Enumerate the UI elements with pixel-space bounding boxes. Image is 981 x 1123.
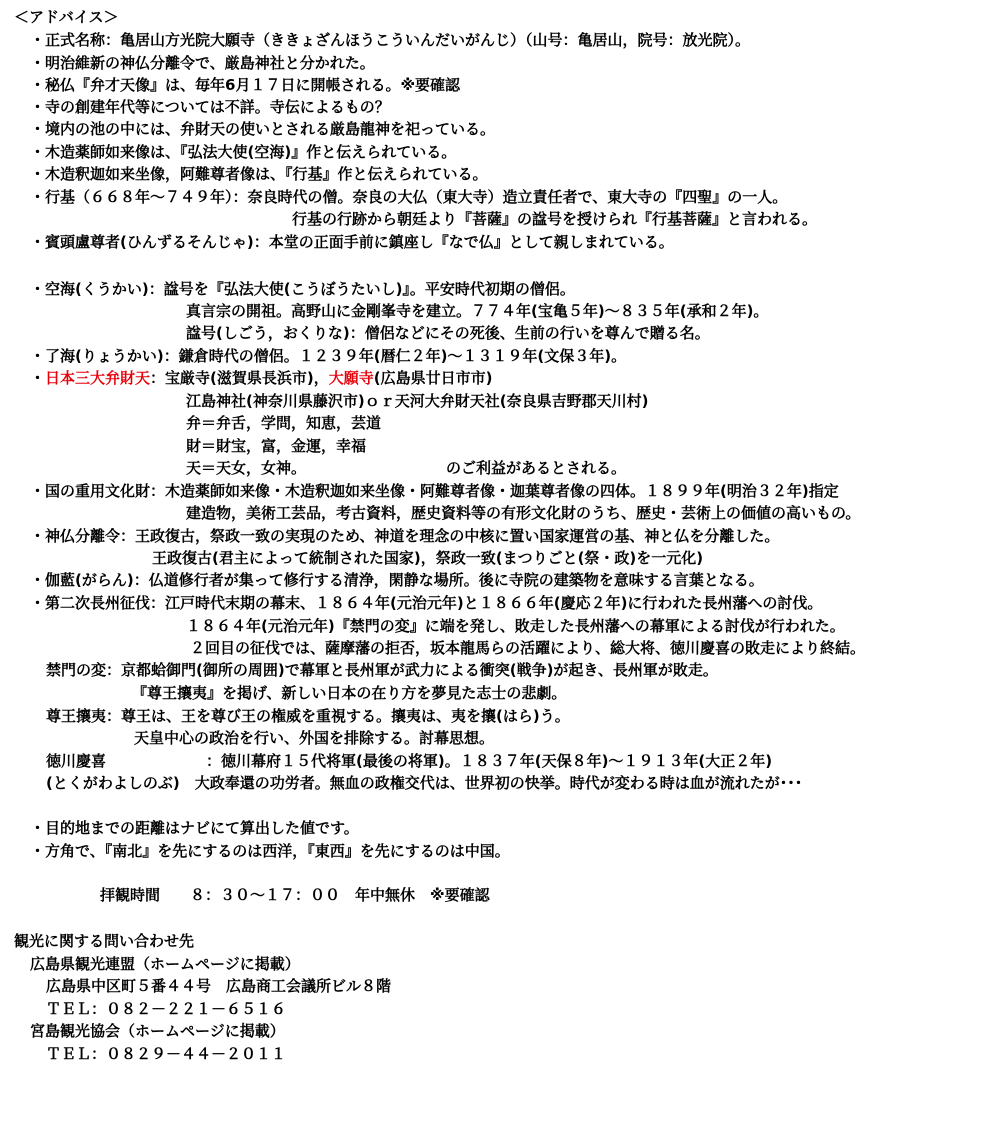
advice-choshu-cont-2: ２回目の征伐では、薩摩藩の拒否，坂本龍馬らの活躍により、総大将、徳川慶喜の敗走により終結。 bbox=[190, 639, 866, 657]
advice-ryokai: ・了海(りょうかい)：鎌倉時代の僧侶。１２３９年(暦仁２年)～１３１９年(文保３年)。 bbox=[30, 347, 627, 365]
advice-sandai-benzaiten bbox=[30, 367, 492, 389]
advice-ten: 天＝天女，女神。 bbox=[186, 459, 307, 477]
advice-kinmon: 禁門の変：京都蛤御門(御所の周囲)で幕軍と長州軍が武力による衝突(戦争)が起き、長州軍が敗走。 bbox=[46, 661, 718, 679]
advice-yoshinobu-label: 徳川慶喜 bbox=[46, 752, 107, 770]
sandai-bullet: ・ bbox=[30, 369, 46, 387]
advice-official-name: ・正式名称：亀居山方光院大願寺（ききょざんほうこういんだいがんじ）（山号：亀居山，院号：放光院）。 bbox=[30, 31, 751, 49]
advice-shinbutsu-cont: 王政復古(君主によって統制された国家)，祭政一致(まつりごと(祭・政)を一元化) bbox=[152, 549, 704, 567]
advice-sonno-cont: 天皇中心の政治を行い、外国を排除する。討幕思想。 bbox=[134, 729, 495, 747]
advice-benefits: のご利益があるとされる。 bbox=[446, 459, 627, 477]
contact-org1-address: 広島県中区町５番４４号 広島商工会議所ビル８階 bbox=[46, 977, 392, 995]
advice-separation: ・明治維新の神仏分離令で、厳島神社と分かれた。 bbox=[30, 54, 375, 72]
advice-shaka: ・木造釈迦如来坐像，阿難尊者像は、『行基』作と伝えられている。 bbox=[30, 165, 488, 183]
advice-zai: 財＝財宝，富，金運，幸福 bbox=[186, 437, 367, 455]
advice-pond: ・境内の池の中には、弁財天の使いとされる厳島龍神を祀っている。 bbox=[30, 120, 496, 138]
advice-yakushi: ・木造薬師如来像は、『弘法大使(空海)』作と伝えられている。 bbox=[30, 143, 457, 161]
advice-kukai-cont-1: 真言宗の開祖。高野山に金剛峯寺を建立。７７４年(宝亀５年)～８３５年(承和２年)。 bbox=[186, 302, 769, 320]
advice-distance: ・目的地までの距離はナビにて算出した値です。 bbox=[30, 819, 359, 837]
advice-garan: ・伽藍(がらん)：仏道修行者が集って修行する清浄，閑静な場所。後に寺院の建築物を意味する言葉となる。 bbox=[30, 571, 764, 589]
advice-benzaiten: ・秘仏『弁才天像』は、毎年6月１７日に開帳される。※要確認 bbox=[30, 76, 461, 94]
advice-sonno: 尊王攘夷：尊王は、王を尊び王の権威を重視する。攘夷は、夷を攘(はら)う。 bbox=[46, 707, 570, 725]
advice-kinmon-cont: 『尊王攘夷』を掲げ、新しい日本の在り方を夢見た志士の悲劇。 bbox=[132, 684, 567, 702]
advice-bunkazai: ・国の重用文化財：木造薬師如来像・木造釈迦如来坐像・阿難尊者像・迦葉尊者像の四体。１８９９年(明治３２年)指定 bbox=[30, 482, 839, 500]
advice-shinbutsu: ・神仏分離令：王政復古，祭政一致の実現のため、神道を理念の中核に置い国家運営の基、神と仏を分離した。 bbox=[30, 527, 780, 545]
advice-founding: ・寺の創建年代等については不詳。寺伝によるもの？ bbox=[30, 98, 390, 116]
advice-gyoki-cont: 行基の行跡から朝廷より『菩薩』の諡号を授けられ『行基菩薩』と言われる。 bbox=[292, 210, 818, 228]
contact-org1-name: 広島県観光連盟（ホームページに掲載） bbox=[30, 955, 300, 973]
advice-kukai-cont-2: 諡号(しごう，おくりな)：僧侶などにその死後、生前の行いを尊んで贈る名。 bbox=[186, 324, 710, 342]
advice-sandai-cont: 江島神社(神奈川県藤沢市)ｏｒ天河大弁財天社(奈良県吉野郡天川村) bbox=[186, 392, 649, 410]
contact-org2-tel: ＴＥＬ：０８２９－４４－２０１１ bbox=[46, 1045, 287, 1063]
advice-ben: 弁＝弁舌，学問，知恵，芸道 bbox=[186, 414, 382, 432]
sandai-daiganji: 大願寺 bbox=[328, 369, 374, 387]
visiting-hours: 拝観時間 ８：３０～１７：００ 年中無休 ※要確認 bbox=[100, 886, 490, 904]
contact-org1-tel: ＴＥＬ：０８２－２２１－６５１６ bbox=[46, 1000, 287, 1018]
advice-yoshinobu-cont: (とくがわよしのぶ) 大政奉還の功労者。無血の政権交代は、世界初の快挙。時代が変わる時は血が流れたが･･･ bbox=[46, 774, 803, 792]
advice-bunkazai-cont: 建造物，美術工芸品，考古資料，歴史資料等の有形文化財のうち、歴史・芸術上の価値の高いもの。 bbox=[186, 504, 861, 522]
contact-heading: 観光に関する問い合わせ先 bbox=[14, 932, 195, 950]
sandai-label: 日本三大弁財天 bbox=[45, 369, 151, 387]
advice-direction: ・方角で、『南北』を先にするのは西洋，『東西』を先にするのは中国。 bbox=[30, 842, 510, 860]
sandai-text-a: ：宝厳寺(滋賀県長浜市)， bbox=[150, 369, 329, 387]
advice-choshu: ・第二次長州征伐：江戸時代末期の幕末、１８６４年(元治元年)と１８６６年(慶応２年)に行われた長州藩への討伐。 bbox=[30, 594, 823, 612]
advice-kukai: ・空海(くうかい)：諡号を『弘法大使(こうぼうたいし)』。平安時代初期の僧侶。 bbox=[30, 280, 575, 298]
advice-heading: ＜アドバイス＞ bbox=[14, 8, 119, 26]
sandai-text-b: (広島県廿日市市) bbox=[373, 369, 493, 387]
contact-org2-name: 宮島観光協会（ホームページに掲載） bbox=[30, 1022, 285, 1040]
advice-gyoki: ・行基（６６８年～７４９年）：奈良時代の僧。奈良の大仏（東大寺）造立責任者で、東大寺の『四聖』の一人。 bbox=[30, 188, 788, 206]
advice-binzuru: ・賓頭盧尊者(ひんずるそんじゃ)：本堂の正面手前に鎮座し『なで仏』として親しまれている。 bbox=[30, 233, 674, 251]
advice-choshu-cont-1: １８６４年(元治元年)『禁門の変』に端を発し、敗走した長州藩への幕軍による討伐が行われた。 bbox=[186, 617, 845, 635]
advice-yoshinobu: ：徳川幕府１５代将軍(最後の将軍)。１８３７年(天保８年)～１９１３年(大正２年) bbox=[206, 752, 773, 770]
